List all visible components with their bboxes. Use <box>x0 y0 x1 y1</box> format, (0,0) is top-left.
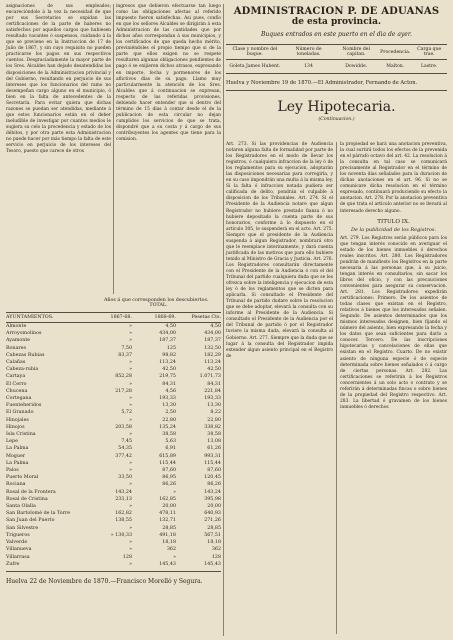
table-row <box>6 337 221 344</box>
table-row <box>6 359 221 366</box>
circular-text-2: ingresos que debieron efectuarse tan luego como las obligaciones afectas al referido impuesto fueron satisfechas. Asi pues, confío en que los señores Alcaldes se dirigirán á esta Administracion de las cantidades que por dichos años correspondan á sus municipios, y los certificados de que queda hecho mérito, previniéndoles el propio tiempo que si de la parte que ellos exigen no se respete resultaren algunas obligaciones pendientes de pago ó se exijieren dichos atrasos, expresando en importe, fecha y pormenores de los aflictivos días de su pago. Llamo muy particularmente la atención de los Sres. Alcaldes que á continuacion se expresan, respecto de las referidas provisiones, debiendo hacer entender que si dentro del término de 15 días á contar desde el de la publicacion de esta circular no dejan cumplidos los servicios de que se trata, dispondré que a su costa y á cargo de sus contribuyentes los agentes que tiene para la comision. <box>116 4 221 143</box>
table-cell: 61,26 <box>207 446 221 452</box>
table-row <box>6 546 221 553</box>
ship-cell: Dowidde. <box>333 60 379 74</box>
table-cell: » <box>129 381 132 387</box>
table-cell: Villarrasa <box>6 554 30 560</box>
table-cell: Almonte <box>6 324 27 329</box>
table-cell: 38,58 <box>207 432 221 438</box>
table-cell: Puerto Moral <box>6 475 39 481</box>
table-cell: » <box>129 540 132 546</box>
table-cell: 219,75 <box>159 374 176 380</box>
table-cell: 4,50 <box>165 324 176 329</box>
table-cell: Calañas <box>6 360 26 366</box>
table-cell: 993,31 <box>204 453 221 459</box>
table-cell: Moguer <box>6 453 26 459</box>
table-cell: Villanueva <box>6 547 32 553</box>
table-cell: 162,82 <box>115 511 132 517</box>
table-cell: 22,80 <box>207 417 221 423</box>
table-cell: Rociana <box>6 482 26 488</box>
table-cell: 7,45 <box>121 439 132 445</box>
table-cell: La Palma <box>6 460 29 466</box>
table-cell: 187,37 <box>159 338 176 344</box>
table-row <box>6 554 221 561</box>
table-row <box>6 381 221 388</box>
ley-divider <box>336 142 337 634</box>
table-cell: 338,82 <box>204 424 221 430</box>
table-cell: 162,85 <box>159 496 176 502</box>
table-cell: » <box>129 561 132 567</box>
table-row <box>6 330 221 337</box>
ship-col-header: Clase y nombre del buque. <box>226 45 284 60</box>
table-cell: Fuenteheridos <box>6 403 42 409</box>
ley-title: Ley Hipotecaria. <box>277 99 396 115</box>
table-cell: » <box>129 547 132 553</box>
ley-column-2 <box>340 142 447 411</box>
table-cell: Trigueros <box>6 532 30 538</box>
table-cell: » <box>129 367 132 373</box>
table-cell: » <box>129 432 132 438</box>
col-total: Pesetas Cts. <box>191 315 221 320</box>
table-cell: 271,26 <box>204 518 221 524</box>
ship-cell: Goleta James Hubent. <box>226 60 284 74</box>
ley-text-2: la propiedad se hará una anotacion preventiva, la cual surtirá todos los efectos de la prevenida en el párrafo octavo del art. 42. La resolucion á la consulta en tal caso se comunicará precisamente al Registrador en el término de los noventa días señalados para la duracion de dichas anotaciones en el art. 96. Si no se comunicare dicha resolucion en el término expresado, continuará produciendo su efecto la anotacion. Art. 278. Por la anotacion preventiva de que trata el artículo anterior no se llevará al interesado derecho alguno. <box>340 142 447 214</box>
table-cell: 42,50 <box>162 367 176 373</box>
table-cell: 615,89 <box>159 453 176 459</box>
table-row <box>6 474 221 481</box>
table-cell: 434,00 <box>159 331 176 337</box>
table-row <box>6 532 221 539</box>
ship-col-header: Carga que trae. <box>411 45 447 60</box>
table-row <box>6 467 221 474</box>
table-row <box>6 417 221 424</box>
table-cell: 145,43 <box>159 561 176 567</box>
table-cell: » <box>129 460 132 466</box>
table-cell: 6,91 <box>165 446 176 452</box>
table-cell: 7,50 <box>121 345 132 351</box>
table-row <box>6 373 221 380</box>
table-cell: 193,33 <box>159 396 176 402</box>
table-cell: 221,84 <box>204 388 221 394</box>
table-body <box>6 323 221 568</box>
table-cell: 434,00 <box>204 331 221 337</box>
col-ayuntamientos: AYUNTAMIENTOS. <box>6 315 54 320</box>
table-row <box>6 395 221 402</box>
table-cell: » <box>129 396 132 402</box>
table-cell: 28,85 <box>162 525 176 531</box>
ship-col-header: Procedencia. <box>379 45 411 60</box>
table-cell: 113,24 <box>204 360 221 366</box>
table-cell: Palos <box>6 468 19 474</box>
table-cell: Isla Cristina <box>6 432 36 438</box>
section-rule <box>226 90 447 91</box>
table-cell: Zufre <box>6 561 20 567</box>
table-cell: 395,98 <box>204 496 221 502</box>
table-row <box>6 409 221 416</box>
table-cell: 86,26 <box>162 482 176 488</box>
column-divider <box>113 4 114 294</box>
table-row <box>6 402 221 409</box>
table-cell: 132,50 <box>204 345 221 351</box>
table-row <box>6 424 221 431</box>
table-cell: 87,60 <box>207 468 221 474</box>
titulo-subheading: De la publicidad de los Registros. <box>350 226 437 233</box>
table-cell: 13,30 <box>207 403 221 409</box>
table-cell: 113,24 <box>159 360 176 366</box>
table-cell: » <box>173 554 176 560</box>
table-cell: 84,31 <box>162 381 176 387</box>
table-cell: 4,56 <box>165 388 176 394</box>
table-cell: Santa Olalla <box>6 504 36 510</box>
table-cell: 143,24 <box>115 489 132 495</box>
circular-text-1: asignaciones de sus empleados; encarecióndole á la vez la necesidad de que por sus Secretarios se expidan las certificaciones de la parte de haberes no satisfechos por aquellos cargos que hubiesen resultado vacantes ó suspensos, cuidando á la que se previene en la Instruccion de 17 de Julio de 1867, y sin cuyo requisito no pueden practicarse los pagos en sus respectivos cuentos. Desgraciadamente la mayor parte de los Sres. Alcaldes han dejado desatendidas las disposiciones de la Administracion privincial y del Gobierno, resultando en perjuicio de sus intereses que los funcionarios del ramo no desempeñan cargo alguno en el municipio, ó bien en la falta de antecedentes de la Secretaría. Para evitar quiera que dichas razones se puedan ser atendidas, mediante á que estos funcionarios están en el deber ineludible de investigar por cuantos medios le sugiera su celo la procedencia y estado de los débitos, y por otra parte esta Administracion no puede hacer por más tiempo la falta de este servicio en perjuicio de los intereses del Tesoro, puesto que carece de otros <box>6 4 111 155</box>
table-bottom-rule <box>6 571 221 572</box>
table-cell: 187,37 <box>204 338 221 344</box>
table-cell: Cortegana <box>6 396 32 402</box>
table-row <box>6 481 221 488</box>
aduanas-title: ADMINISTRACION P. DE ADUANAS <box>233 6 440 17</box>
table-row <box>6 438 221 445</box>
table-header <box>6 312 221 323</box>
table-cell: 143,24 <box>204 489 221 495</box>
table-cell: 115,44 <box>159 460 176 466</box>
ships-caption: Buques entrados en este puerto en el dia de ayer. <box>261 31 412 38</box>
table-row <box>6 366 221 373</box>
ship-col-header: Nombre del capitan. <box>333 45 379 60</box>
table-cell: Hinojos <box>6 424 25 430</box>
table-row <box>6 503 221 510</box>
table-cell: 478,11 <box>159 511 176 517</box>
table-row <box>6 489 221 496</box>
table-cell: 362 <box>211 547 221 553</box>
table-cell: 115,44 <box>204 460 221 466</box>
table-row <box>6 431 221 438</box>
table-cell: » <box>129 403 132 409</box>
table-cell: 54,35 <box>118 446 132 452</box>
table-row <box>6 345 221 352</box>
table-cell: » <box>129 324 132 329</box>
table-cell: Cabezas Rubias <box>6 352 45 358</box>
table-cell: 128 <box>122 554 132 560</box>
ship-col-header: Número de toneladas. <box>284 45 333 60</box>
titulo-heading: TITULO IX. <box>377 218 410 225</box>
table-row <box>6 388 221 395</box>
table-cell: 8,22 <box>210 410 221 416</box>
main-divider <box>223 4 224 636</box>
table-row <box>6 460 221 467</box>
col-1868: 1868-69. <box>154 315 176 320</box>
table-cell: San Juan del Puerto <box>6 518 55 524</box>
table-cell: 640,93 <box>204 511 221 517</box>
table-cell: 203,58 <box>115 424 132 430</box>
table-row <box>6 496 221 503</box>
table-cell: Cartaya <box>6 374 26 380</box>
table-cell: 217,28 <box>115 388 132 394</box>
table-cell: Hinojales <box>6 417 29 423</box>
ley-text-3: Art. 279. Los Registros serán públicos para los que tengan interés conocido en averiguar el estado de los bienes inmuebles ó derechos reales inscritos. Art. 280. Los Registradores pondrán de manifiesto los Registros en la parte necesaria á las personas que, á su juicio, tengan interés en consultarlos, sin sacar los libros del oficio, y con las precauciones convenientes para asegurar su conservacion. Art. 281. Los Registradores expedirán certificaciones: Primero. De los asientos de todas clases que existan en el Registro, relativos á bienes que los interesados señalen. Segundo. De asientos determinados que los mismos interesados designen, bien fijando el número del asiento, bien expresando la fecha y los datos que sean suficientes para darlo a conocer. Tercero. De las inscripciones hipotecarias y cancelaciones de ellas que existan en el Registro. Cuarto. De no existir asiento de ninguna especie ó de especie determinada sobre bienes señalados ó á cargo de ciertas personas. Art. 282. Las certificaciones se referirán á los Registros concernientes á un solo acto o contrato y se referirán á determinadas fincas o sobre bienes de la propiedad del Registro respectivo. Art. 283. La libertad ó gravamen de los bienes inmuebles ó derechos <box>340 235 447 410</box>
ship-cell: 134 <box>284 60 333 74</box>
table-cell: 193,33 <box>204 396 221 402</box>
table-cell: 13,30 <box>162 403 176 409</box>
table-cell: 28,85 <box>207 525 221 531</box>
table-cell: » 130,33 <box>110 532 132 538</box>
table-cell: 42,50 <box>207 367 221 373</box>
table-cell: 233,13 <box>115 496 132 502</box>
table-row <box>6 453 221 460</box>
table-row <box>6 510 221 517</box>
table-cell: Lepe <box>6 439 18 445</box>
table-cell: 120,45 <box>204 475 221 481</box>
table-row <box>6 445 221 452</box>
table-cell: » <box>173 489 176 495</box>
ship-cell: Malton. <box>379 60 411 74</box>
table-cell: 5,72 <box>121 410 132 416</box>
table-cell: 22,80 <box>162 417 176 423</box>
table-cell: » <box>129 482 132 488</box>
table-row <box>6 525 221 532</box>
table-cell: 13,08 <box>207 439 221 445</box>
table-cell: 1.071,73 <box>199 374 221 380</box>
table-cell: Bonares <box>6 345 26 351</box>
table-row <box>6 561 221 568</box>
circular-column-1 <box>6 4 111 155</box>
table-cell: La Palma <box>6 446 29 452</box>
aduanas-subtitle: de esta provincia. <box>291 17 382 27</box>
table-cell: 86,95 <box>162 475 176 481</box>
table-row <box>6 323 221 330</box>
table-cell: » <box>129 504 132 510</box>
table-cell: 84,31 <box>207 381 221 387</box>
table-cell: Arroyomolinos <box>6 331 42 337</box>
table-cell: 128 <box>211 554 221 560</box>
table-cell: 87,60 <box>162 468 176 474</box>
table-cell: San Silvestre <box>6 525 39 531</box>
ship-cell: Lastre. <box>411 60 447 74</box>
table-cell: 20,00 <box>162 504 176 510</box>
table-cell: » <box>129 338 132 344</box>
table-cell: Valverde <box>6 540 28 546</box>
table-cell: 38,58 <box>162 432 176 438</box>
table-row <box>6 539 221 546</box>
circular-signature: Huelva 22 de Noviembre de 1870.—Francisco Morelló y Segura. <box>6 577 203 585</box>
table-row <box>6 517 221 524</box>
table-cell: » <box>129 360 132 366</box>
table-cell: Chucena <box>6 388 28 394</box>
table-cell: 182,29 <box>204 352 221 358</box>
table-cell: 5,63 <box>165 439 176 445</box>
table-cell: 83,37 <box>118 352 132 358</box>
table-cell: Cabeza-rubia <box>6 367 39 373</box>
table-cell: 138,55 <box>115 518 132 524</box>
table-cell: 2,50 <box>165 410 176 416</box>
table-cell: 18,18 <box>162 540 176 546</box>
table-cell: 4,50 <box>210 324 221 329</box>
table-cell: 86,26 <box>207 482 221 488</box>
table-cell: 377,42 <box>115 453 132 459</box>
table-row <box>6 352 221 359</box>
table-cell: 33,50 <box>118 475 132 481</box>
table-cell: » <box>129 331 132 337</box>
table-cell: El Cerro <box>6 381 27 387</box>
table-cell: » <box>129 417 132 423</box>
table-cell: » <box>129 525 132 531</box>
table-cell: 362 <box>166 547 176 553</box>
table-cell: San Bartolomé de la Torre <box>6 511 71 517</box>
table-cell: 20,00 <box>207 504 221 510</box>
table-cell: 125 <box>166 345 176 351</box>
table-cell: 145,43 <box>204 561 221 567</box>
circular-column-2 <box>116 4 221 143</box>
table-cell: » <box>129 468 132 474</box>
table-cell: 567,51 <box>204 532 221 538</box>
ships-table <box>226 44 447 74</box>
table-cell: 491,18 <box>159 532 176 538</box>
table-cell: 852,28 <box>115 374 132 380</box>
aduanas-signature: Huelva y Noviembre 19 de 1870.—El Administrador, Fernando de Acton. <box>226 80 418 86</box>
ship-row <box>226 60 447 74</box>
col-1867: 1867-68. <box>110 315 132 320</box>
table-cell: 132,71 <box>159 518 176 524</box>
table-cell: Rosal de Cristina <box>6 496 48 502</box>
table-cell: Ayamonte <box>6 338 31 344</box>
table-cell: 135,24 <box>159 424 176 430</box>
table-cell: 98,82 <box>162 352 176 358</box>
ley-subtitle: (Continuacion.) <box>318 117 355 122</box>
table-cell: El Granado <box>6 410 34 416</box>
table-cell: 18,18 <box>207 540 221 546</box>
ayuntamientos-table <box>6 298 221 585</box>
ley-text-1: Art. 273. Si las providencias de Audiencia notaren alguna falta de formalidad por parte de los Registradores en el modo de llevar los registros, ó cualquiera infraccion de la ley ó de los reglamentos para su ejecucion, adoptarán las disposiciones necesarias para corregirla, y en su caso impondrán una multa á la misma ley. Si la falta ó infraccion notada pudiera ser calificada de delito, pondrán el culpable á disposicion de los Tribunales. Art. 274. Si el Presidente de la Audiencia notare que algun Registrador no hubiere prestado fianza ó no hubiere depositado la cuenta parte de sus honorarios, conforme á lo dispuesto en el artículo 305, le suspenderá en el acto. Art. 275. Siempre que el presidente de la Audiencia suspenda á algun Registrador, nombrará otro que le reemplace interinamente, y dará cuenta justificada de las motivos que para ello hubiere tenido al Ministro de Gracia y Justicia. Art. 276. Los Registradores consultarán directamente con el Presidente de la Audiencia ó con el del Tribunal del partido cualquiera duda que se les ofrezca sobre la inteligencia y ejecucion de esta ley ó de los reglamentos que se dicten para aplicarla. Si consultado el Presidente del Tribunal de partido dudare sobre la resolucion que se debe adoptar, elevará la consulta con su informe al Presidente de la Audiencia. Si consultado el Presidente de la Audiencia por el del Tribunal de partido ó por el Registrador tuviere la misma duda, elevará la consulta al Gobierno. Art. 277. Siempre que la duda que se lugar á la consulta del Registrador impida extender algun asiento principal en el Registro de <box>226 142 333 359</box>
table-cell: Rosal de la Frontera <box>6 489 56 495</box>
right-section <box>226 4 447 410</box>
ley-column-1 <box>226 142 333 360</box>
years-header: Años á que corresponden los descubiertos. TOTAL. <box>103 298 209 308</box>
